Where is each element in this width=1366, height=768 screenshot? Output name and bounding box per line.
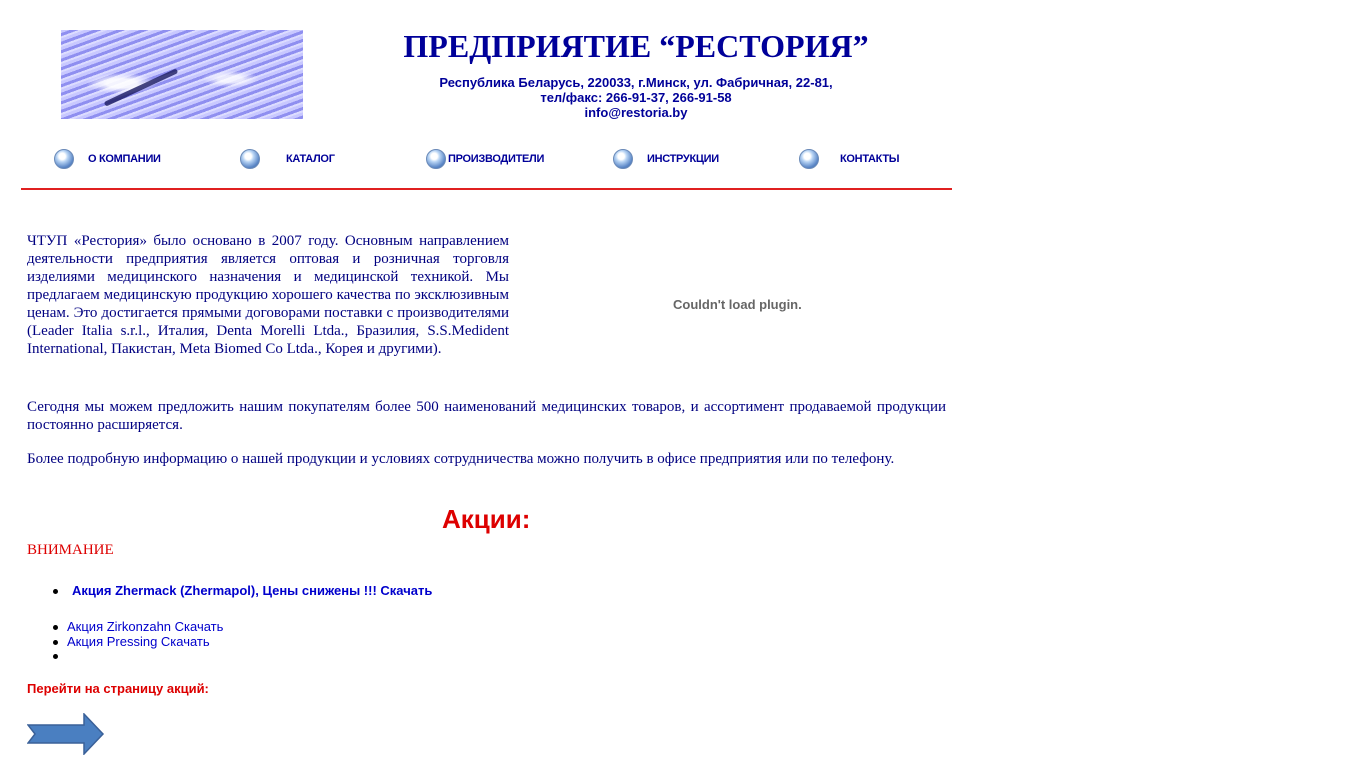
nav-item-contacts[interactable] <box>799 147 899 171</box>
header-divider <box>21 188 952 190</box>
list-bullet <box>53 640 58 645</box>
nav-item-about[interactable] <box>54 147 161 171</box>
promo-link-zhermack[interactable]: Акция Zhermack (Zhermapol), Цены снижены !!! Скачать <box>72 583 433 598</box>
nav-label: КАТАЛОГ <box>286 153 335 165</box>
nav-ball-icon <box>426 149 446 169</box>
nav-ball-icon <box>613 149 633 169</box>
nav-label: КОНТАКТЫ <box>840 153 900 165</box>
nav-item-manufacturers[interactable] <box>426 147 544 171</box>
nav-item-catalog[interactable] <box>240 147 335 171</box>
list-bullet <box>53 625 58 630</box>
logo-image <box>61 30 303 119</box>
promo-link-zirkonzahn[interactable]: Акция Zirkonzahn Скачать <box>67 619 224 634</box>
logo-streak <box>104 68 179 106</box>
email-link[interactable]: info@restoria.by <box>584 105 688 120</box>
warning-label: ВНИМАНИЕ <box>27 542 114 558</box>
phone-line: тел/факс: 266-91-37, 266-91-58 <box>540 90 732 105</box>
nav-ball-icon <box>799 149 819 169</box>
promo-link-pressing[interactable]: Акция Pressing Скачать <box>67 634 210 649</box>
promotions-title: Акции: <box>442 504 531 534</box>
nav-ball-icon <box>54 149 74 169</box>
intro-paragraph: ЧТУП «Рестория» было основано в 2007 году. Основным направлением деятельности предприятия является оптовая и розничная торговля изделиями медицинского назначения и медицинской техникой. Мы предлагаем медицинскую продукцию хорошего качества по эксклюзивным ценам. Это достигается прямыми договорами поставки с производителями (Leader Italia s.r.l., Италия, Denta Morelli Ltda., Бразилия, S.S.Medident International, Пакистан, Meta Biomed Co Ltda., Корея и другими). <box>27 233 509 357</box>
page-title: ПРЕДПРИЯТИЕ “РЕСТОРИЯ” <box>403 28 869 64</box>
nav-ball-icon <box>240 149 260 169</box>
plugin-placeholder: Couldn't load plugin. <box>673 297 802 312</box>
goto-promotions-label: Перейти на страницу акций: <box>27 681 209 696</box>
nav-label: ПРОИЗВОДИТЕЛИ <box>448 153 545 165</box>
nav-item-instructions[interactable] <box>613 147 719 171</box>
nav-label: О КОМПАНИИ <box>88 153 161 165</box>
info-paragraph: Более подробную информацию о нашей продукции и условиях сотрудничества можно получить в офисе предприятия или по телефону. <box>27 451 895 467</box>
arrow-right-icon[interactable] <box>27 713 105 755</box>
assortment-paragraph: Сегодня мы можем предложить нашим покупателям более 500 наименований медицинских товаров, и ассортимент продаваемой продукции постоянно расширяется. <box>27 399 946 433</box>
nav-label: ИНСТРУКЦИИ <box>647 153 719 165</box>
list-bullet <box>53 589 58 594</box>
list-bullet <box>53 654 58 659</box>
address-line: Республика Беларусь, 220033, г.Минск, ул. Фабричная, 22-81, <box>439 75 833 90</box>
